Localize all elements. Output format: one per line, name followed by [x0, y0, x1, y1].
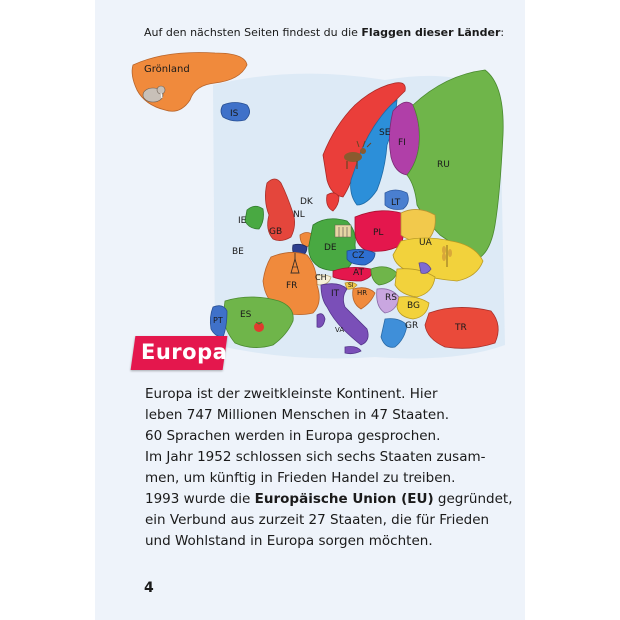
body-line: und Wohlstand in Europa sorgen möchten.	[145, 533, 433, 549]
body-line: men, um künftig in Frieden Handel zu treiben.	[145, 470, 456, 486]
label-austria: AT	[353, 268, 364, 278]
label-italy: IT	[331, 289, 340, 299]
intro-bold-text: Flaggen dieser Länder	[361, 26, 501, 39]
label-vatican: VA	[335, 326, 345, 334]
label-ireland: IE	[238, 216, 247, 226]
label-lithuania: LT	[391, 198, 401, 208]
label-poland: PL	[373, 228, 384, 238]
label-switzerland: CH	[315, 273, 327, 282]
body-text-span: 1993 wurde die	[145, 491, 255, 507]
body-line: 60 Sprachen werden in Europa gesprochen.	[145, 428, 441, 444]
label-bulgaria: BG	[407, 301, 420, 311]
label-czechia: CZ	[352, 251, 365, 261]
label-ukraine: UA	[419, 238, 432, 248]
label-serbia: RS	[385, 293, 397, 303]
country-belarus	[401, 209, 435, 241]
body-line: Im Jahr 1952 schlossen sich sechs Staaten zusam-	[145, 449, 486, 465]
label-uk: GB	[269, 227, 283, 237]
label-portugal: PT	[213, 316, 223, 325]
body-line: ein Verbund aus zurzeit 27 Staaten, die für Frieden	[145, 512, 490, 528]
tomato-icon	[254, 322, 264, 332]
book-page	[95, 0, 525, 620]
label-spain: ES	[240, 310, 252, 320]
label-slovenia: SI	[348, 282, 354, 289]
europe-map	[95, 45, 525, 370]
label-belgium: BE	[232, 247, 244, 257]
body-line: leben 747 Millionen Menschen in 47 Staaten.	[145, 407, 450, 423]
banner-title: Europa	[141, 340, 228, 364]
label-iceland: IS	[230, 109, 239, 119]
label-germany: DE	[324, 243, 337, 253]
label-croatia: HR	[357, 289, 368, 297]
body-paragraph	[145, 384, 515, 552]
label-france: FR	[286, 281, 298, 291]
body-line: Europa ist der zweitkleinste Kontinent. Hier	[145, 386, 438, 402]
brandenburg-gate-icon	[335, 225, 351, 237]
body-line	[145, 489, 515, 510]
intro-sentence	[144, 26, 504, 39]
intro-text: Auf den nächsten Seiten findest du die	[144, 26, 362, 39]
label-denmark: DK	[300, 197, 313, 207]
label-sweden: SE	[379, 128, 391, 138]
label-netherlands: NL	[293, 210, 305, 220]
page-number: 4	[144, 580, 154, 596]
body-text-span: gegründet,	[433, 491, 513, 507]
label-greenland: Grönland	[144, 64, 190, 75]
label-greece: GR	[405, 321, 419, 331]
label-russia: RU	[437, 160, 450, 170]
body-bold-span: Europäische Union (EU)	[254, 491, 434, 507]
intro-colon: :	[500, 26, 505, 39]
label-turkey: TR	[455, 323, 467, 333]
label-finland: FI	[398, 138, 406, 148]
